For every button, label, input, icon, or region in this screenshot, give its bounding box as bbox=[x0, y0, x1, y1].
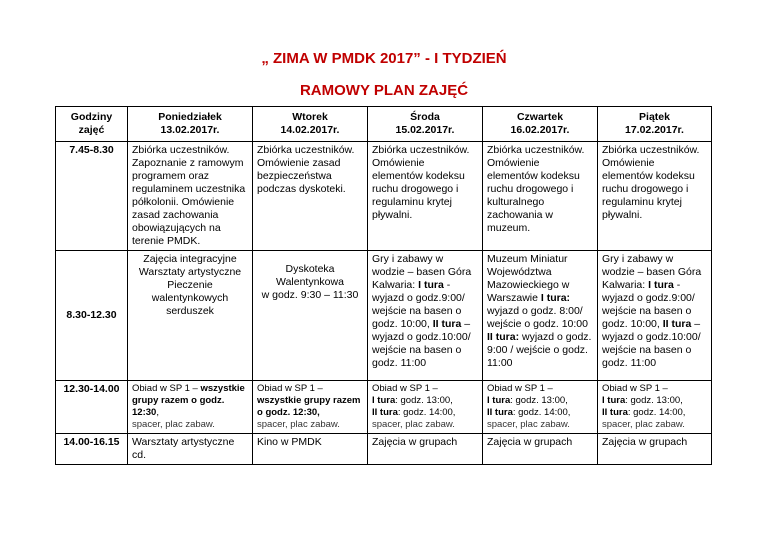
time-cell: 14.00-16.15 bbox=[56, 434, 128, 465]
header-row bbox=[56, 107, 712, 142]
cell-wednesday: Zajęcia w grupach bbox=[368, 434, 483, 465]
cell-monday: Zbiórka uczestników. Zapoznanie z ramowym programem oraz regulaminem uczestnika półkolonii. Omówienie zasad zachowania obowiązujących na terenie PMDK. bbox=[128, 142, 253, 251]
document-subtitle: RAMOWY PLAN ZAJĘĆ bbox=[299, 82, 469, 99]
cell-thursday: Obiad w SP 1 – I tura: godz. 13:00, II tura: godz. 14:00, spacer, plac zabaw. bbox=[483, 381, 598, 434]
cell-monday: Zajęcia integracyjne Warsztaty artystyczne Pieczenie walentynkowych serduszek bbox=[128, 251, 253, 381]
cell-tuesday: Kino w PMDK bbox=[253, 434, 368, 465]
time-cell: 12.30-14.00 bbox=[56, 381, 128, 434]
header-wednesday: Środa 15.02.2017r. bbox=[368, 107, 483, 142]
schedule-table bbox=[55, 106, 712, 465]
header-monday: Poniedziałek 13.02.2017r. bbox=[128, 107, 253, 142]
table-row bbox=[56, 381, 712, 434]
cell-tuesday: Dyskoteka Walentynkowa w godz. 9:30 – 11:30 bbox=[253, 251, 368, 381]
time-cell: 8.30-12.30 bbox=[56, 251, 128, 381]
header-friday: Piątek 17.02.2017r. bbox=[598, 107, 712, 142]
cell-tuesday: Obiad w SP 1 – wszystkie grupy razem o godz. 12:30, spacer, plac zabaw. bbox=[253, 381, 368, 434]
table-row bbox=[56, 142, 712, 251]
cell-tuesday: Zbiórka uczestników. Omówienie zasad bezpieczeństwa podczas dyskoteki. bbox=[253, 142, 368, 251]
document-title: „ ZIMA W PMDK 2017” - I TYDZIEŃ bbox=[261, 50, 507, 67]
cell-friday: Zajęcia w grupach bbox=[598, 434, 712, 465]
table-row bbox=[56, 434, 712, 465]
cell-wednesday: Gry i zabawy w wodzie – basen Góra Kalwaria: I tura - wyjazd o godz.9:00/ wejście na basen o godz. 10:00, II tura – wyjazd o godz.10:00/ wejście na basen o godz. 11:00 bbox=[368, 251, 483, 381]
cell-thursday: Zbiórka uczestników. Omówienie elementów kodeksu ruchu drogowego i kulturalnego zachowania w muzeum. bbox=[483, 142, 598, 251]
header-hours: Godziny zajęć bbox=[56, 107, 128, 142]
table-row bbox=[56, 251, 712, 381]
cell-wednesday: Obiad w SP 1 – I tura: godz. 13:00, II tura: godz. 14:00, spacer, plac zabaw. bbox=[368, 381, 483, 434]
cell-monday: Obiad w SP 1 – wszystkie grupy razem o godz. 12:30, spacer, plac zabaw. bbox=[128, 381, 253, 434]
cell-friday: Obiad w SP 1 – I tura: godz. 13:00, II tura: godz. 14:00, spacer, plac zabaw. bbox=[598, 381, 712, 434]
header-thursday: Czwartek 16.02.2017r. bbox=[483, 107, 598, 142]
cell-thursday: Muzeum Miniatur Województwa Mazowieckiego w Warszawie I tura: wyjazd o godz. 8:00/ wejście o godz. 10:00 II tura: wyjazd o godz. 9:00 / wejście o godz. 11:00 bbox=[483, 251, 598, 381]
cell-thursday: Zajęcia w grupach bbox=[483, 434, 598, 465]
cell-friday: Zbiórka uczestników. Omówienie elementów kodeksu ruchu drogowego i regulaminu krytej pływalni. bbox=[598, 142, 712, 251]
time-cell: 7.45-8.30 bbox=[56, 142, 128, 251]
cell-monday: Warsztaty artystyczne cd. bbox=[128, 434, 253, 465]
cell-wednesday: Zbiórka uczestników. Omówienie elementów kodeksu ruchu drogowego i regulaminu krytej pływalni. bbox=[368, 142, 483, 251]
cell-friday: Gry i zabawy w wodzie – basen Góra Kalwaria: I tura - wyjazd o godz.9:00/ wejście na basen o godz. 10:00, II tura – wyjazd o godz.10:00/ wejście na basen o godz. 11:00 bbox=[598, 251, 712, 381]
header-tuesday: Wtorek 14.02.2017r. bbox=[253, 107, 368, 142]
